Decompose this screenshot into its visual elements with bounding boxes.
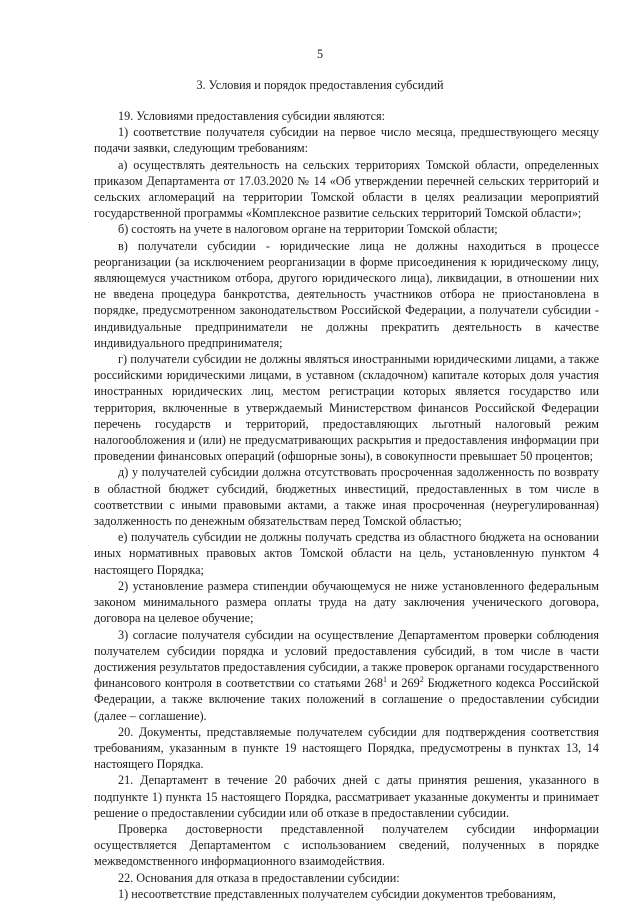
document-body	[94, 108, 599, 902]
paragraph: 2) установление размера стипендии обучающемуся не ниже установленного федеральным законом минимального размера оплаты труда на дату заключения ученического договора, договора на целевое обучение;	[94, 578, 599, 626]
paragraph: 21. Департамент в течение 20 рабочих дней с даты принятия решения, указанного в подпункте 1) пункта 15 настоящего Порядка, рассматривает указанные документы и принимает решение о предоставлении субсидии или об отказе в предоставлении субсидии.	[94, 773, 599, 820]
paragraph: г) получатели субсидии не должны являться иностранными юридическими лицами, а также российскими юридическими лицами, в уставном (складочном) капитале которых доля участия иностранных юридических лиц, местом регистрации которых является государство или территория, включенные в утверждаемый Министерством финансов Российской Федерации перечень государств и территорий, предоставляющих льготный налоговый режим налогообложения и (или) не предусматривающих раскрытия и предоставления информации при проведении финансовых операций (офшорные зоны), в совокупности превышает 50 процентов;	[94, 352, 599, 464]
paragraph-consent	[94, 627, 599, 724]
paragraph: д) у получателей субсидии должна отсутствовать просроченная задолженность по возврату в областной бюджет субсидий, бюджетных инвестиций, предоставленных в том числе в соответствии с иными правовыми актами, а также иная просроченная (неурегулированная) задолженность по денежным обязательствам перед Томской областью;	[94, 465, 599, 529]
section-title: 3. Условия и порядок предоставления субсидий	[196, 78, 444, 92]
paragraph: е) получатель субсидии не должны получать средства из областного бюджета на основании иных нормативных правовых актов Томской области на цель, установленную пунктом 4 настоящего Порядка;	[94, 530, 599, 577]
consent-text-end: Бюджетного кодекса Российской Федерации, а также включение таких положений в соглашение о предоставлении субсидии (далее – соглашение).	[94, 676, 599, 723]
superscript-1: 1	[382, 675, 387, 685]
paragraph: б) состоять на учете в налоговом органе на территории Томской области;	[118, 222, 498, 237]
paragraph: 1) несоответствие представленных получателем субсидии документов требованиям,	[118, 886, 556, 901]
paragraph: а) осуществлять деятельность на сельских территориях Томской области, определенных приказом Департамента от 17.03.2020 № 14 «Об утверждении перечней сельских территорий и сельских агломераций на территории Томской области в целях реализации мероприятий государственной программы «Комплексное развитие сельских территорий Томской области»;	[94, 157, 599, 221]
paragraph: 22. Основания для отказа в предоставлении субсидии:	[118, 870, 400, 885]
page-number: 5	[316, 47, 324, 61]
superscript-2: 2	[419, 675, 424, 685]
paragraph: 20. Документы, представляемые получателем субсидии для подтверждения соответствия требованиям, указанным в пункте 19 настоящего Порядка, предусмотрены в пунктах 13, 14 настоящего Порядка.	[94, 724, 599, 772]
paragraph: 1) соответствие получателя субсидии на первое число месяца, предшествующего месяцу подачи заявки, следующим требованиям:	[94, 125, 599, 156]
paragraph: 19. Условиями предоставления субсидии являются:	[118, 109, 386, 123]
paragraph: Проверка достоверности представленной получателем субсидии информации осуществляется Департаментом с использованием сведений, полученных в порядке межведомственного информационного взаимодействия.	[94, 821, 599, 869]
paragraph: в) получатели субсидии - юридические лица не должны находиться в процессе реорганизации (за исключением реорганизации в форме присоединения к юридическому лицу, являющемуся участником отбора, другого юридического лица), ликвидации, в отношении них не введена процедура банкротства, деятельность участников отбора не приостановлена в порядке, предусмотренном законодательством Российской Федерации, а получатели субсидии - индивидуальные предприниматели не должны прекратить деятельность в качестве индивидуального предпринимателя;	[94, 238, 599, 350]
consent-text-middle: и 269	[386, 676, 420, 691]
consent-text-start: 3) согласие получателя субсидии на осуществление Департаментом проверки соблюдения получателем субсидии порядка и условий предоставления субсидий, в том числе в части достижения результатов предоставления субсидии, а также проверок органами государственного финансового контроля в соответствии со статьями 268	[94, 627, 599, 691]
